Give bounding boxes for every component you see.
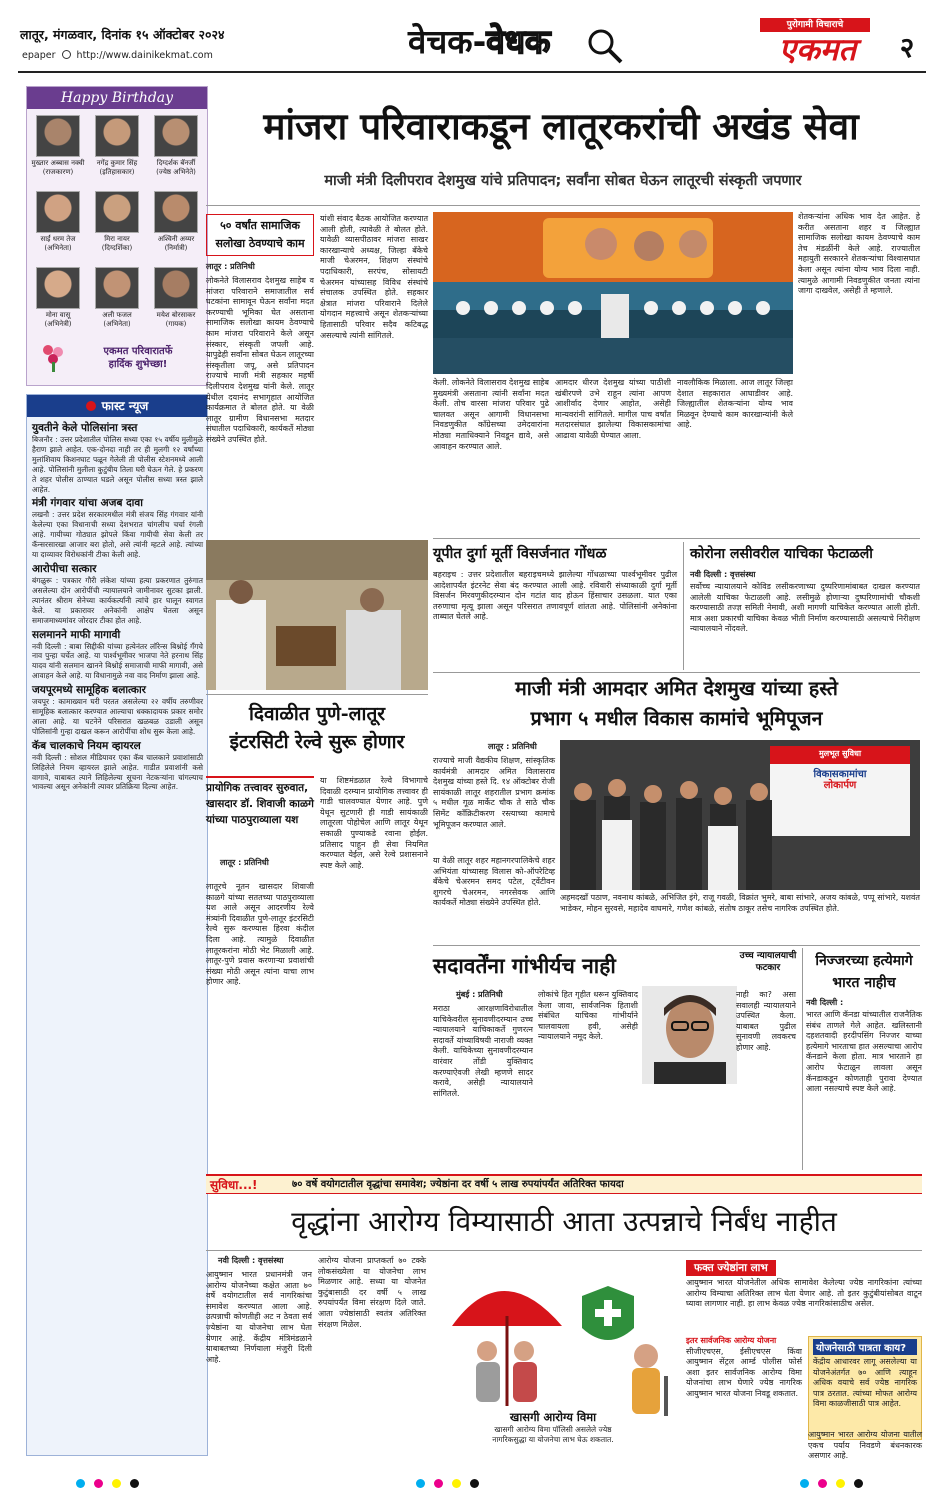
nijjar-body: भारत आणि कॅनडा यांच्यातील राजनैतिक संबंध ताणले गेले आहेत. खलिस्तानी दहशतवादी हरदीपसिंग निज्जर याच्या हत्येमागे भारताचा हात असल्याचा आरोप कॅनडाने केला होता. मात्र भारताने हा आरोप फेटाळून लावला असून कॅनडाकडून कोणताही पुरावा देण्यात आला नसल्याचे स्पष्ट केले आहे. [806,1010,922,1094]
birthday-wish-line1: एकमत परिवारातर्फे [103,346,173,357]
fast-news-title: युवतीने केले पोलिसांना त्रस्त [32,422,138,434]
lead-subhead-rule [206,205,920,206]
registration-dot-magenta [434,1479,443,1488]
registration-dot-magenta [818,1479,827,1488]
fast-news-body: जयपूर : कामाख्यान घरी परतत असलेल्या २२ वर्षीय तरुणीवर सामूहिक बलात्कार करण्यात आल्याचा धक्कादायक प्रकार समोर आला आहे. या घटनेने परिसरात खळबळ उडाली असून पोलिसांनी गुन्हा दाखल करून आरोपींचा शोध सुरू केला आहे. [32,697,203,736]
birthday-person-role: (इतिहासकार) [99,167,135,176]
sadavarte-headline: सदावर्तेंना गांभीर्यच नाही [433,953,616,978]
fast-news-body: लखनौ : उत्तर प्रदेश सरकारमधील मंत्री संजय सिंह गंगवार यांनी केलेल्या एका विधानाची सध्या देशभरात चांगलीच चर्चा रंगली आहे. गायीच्या गोठ्यात झोपले किंवा गायीची सेवा केली तर कॅन्सरसारखा आजार बरा होतो, असे त्यांनी म्हटले आहे. त्यांच्या या दाव्यावर विरोधकांनी टीका केली आहे. [32,510,203,560]
birthday-person [88,115,146,176]
intercity-col1: लातूरचे नूतन खासदार शिवाजी काळगे यांच्या सततच्या पाठपुराव्याला यश आले असून आदरणीय रेल्वे मंत्र्यांनी दिवाळीत पुणे-लातूर इंटरसिटी रेल्वे सुरू करण्यास हिरवा कंदील दिला आहे. त्यामुळे दिवाळीत लातूरकरांना मोठी भेट मिळाली आहे. लातूर-पुणे प्रवास करणाऱ्या प्रवाशांची संख्या मोठी असून त्यांना याचा लाभ होणार आहे. [206,882,314,987]
birthday-person-role: (ज्येष्ठ अभिनेते) [156,167,196,176]
lead-col6: शेतकऱ्यांना अधिक भाव देत आहेत. हे करीत असताना शहर व जिल्ह्यात सामाजिक सलोखा कायम ठेवण्याचे काम तेच मंडळींनी केले आहे. राज्यातील महायुती सरकारने शेतकऱ्यांचा विश्वासघात केला असून त्यांना योग्य भाव दिला नाही. त्यामुळे आगामी निवडणुकीत जनता त्यांना जागा दाखवेल, असेही ते म्हणाले. [798,212,920,296]
health-headline: वृद्धांना आरोग्य विम्यासाठी आता उत्पन्नाचे निर्बंध नाहीत [291,1205,837,1238]
globe-icon [62,50,71,59]
amit-banner-line1: मुलभूत सुविधा [818,749,862,758]
birthday-person-name: अश्विनी अय्यर [157,235,195,243]
person-photo [95,267,139,309]
person-photo [36,115,80,157]
lead-box-title: ५० वर्षांत सामाजिक सलोखा ठेवण्याचे काम [206,214,314,256]
fast-news-heading-text: फास्ट न्यूज [101,399,149,413]
fast-news-title: आरोपीचा सत्कार [32,562,97,575]
birthday-person [88,191,146,252]
corona-byline: नवी दिल्ली : वृत्तसंस्था [690,570,756,579]
durga-headline: यूपीत दुर्गा मूर्ती विसर्जनात गोंधळ [433,545,607,562]
health-private-body: खासगी आरोग्य विमा पॉलिसी असलेले ज्येष्ठ नागरिकसुद्धा या योजनेचा लाभ घेऊ शकतात. [492,1425,614,1444]
amit-banner-line3: लोकार्पण [823,780,857,791]
health-elig-head: योजनेसाठी पात्रता काय? [813,1339,917,1355]
amit-headline [433,674,920,734]
registration-dot-cyan [800,1479,809,1488]
lead-col1: लोकनेते विलासराव देशमुख साहेब व मांजरा परिवाराने समाजातील सर्व घटकांना सामावून घेऊन सर्वांना मदत करण्याची भूमिका घेत असताना सामाजिक सलोखा कायम ठेवण्याचे काम मांजरा परिवाराने केले असून संस्कार, संस्कृती जपली आहे. यापुढेही सर्वांना सोबत घेऊन लातूरच्या संस्कृतीला जपू, असे प्रतिपादन राज्याचे माजी मंत्री सहकार महर्षी दिलीपराव देशमुख यांनी केले. लातूर येथील दयानंद सभागृहात आयोजित कार्यक्रमात ते बोलत होते. या वेळी लातूर ग्रामीण विधानसभा मतदार संघातील पदाधिकारी, कार्यकर्ते मोठ्या संख्येने उपस्थित होते. [206,276,314,444]
nijjar-headline: निज्जरच्या हत्येमागे भारत नाहीच [815,953,913,991]
sadavarte-byline: मुंबई : प्रतिनिधी [456,990,503,999]
fast-news-title: सलमानने माफी मागावी [32,628,121,641]
birthday-person [88,267,146,328]
intercity-col2: या शिष्टमंडळात रेल्वे विभागाचे दिवाळी दरम्यान प्रायोगिक तत्त्वावर ही गाडी चालवण्यात येणार आहे. पुणे येथून सुटणारी ही गाडी सायंकाळी लातूरला पोहोचेल आणि लातूर येथून सकाळी पुण्याकडे रवाना होईल. प्रतिसाद पाहून ही सेवा नियमित करण्यात येईल, असे रेल्वे प्रशासनाने स्पष्ट केले आहे. [320,776,428,870]
tagline: पुरोगामी विचाराचे [760,18,870,32]
registration-dot-cyan [76,1479,85,1488]
birthday-person-role: (राजकारण) [42,167,74,176]
birthday-person-role: (गायक) [165,319,187,328]
birthday-person-name: दिग्दर्शक बॅनर्जी [156,159,196,167]
birthday-wish [73,345,203,371]
fast-news-body: बिजनौर : उत्तर प्रदेशातील पोलिस सध्या एका १५ वर्षीय मुलीमुळे हैराण झाले आहेत. एक-दोनदा नाही तर ही मुलगी १२ वर्षांच्या मुलांशिवाय किशनघाट पळून गेलेली ती पोलीस स्टेशनमध्ये आली आहे. पोलिसांनी मुलीला कुटुंबीय तिला घरी घेऊन गेले. हे प्रकरण ते शहर पोलीस ठाण्यात घडले असून पोलीस सध्या त्रस्त झाले आहेत. [32,435,203,494]
amit-photo [560,740,920,890]
birthday-person-name: मिरा नायर [104,235,130,243]
birthday-person-role: (अभिनेता) [103,319,131,328]
lead-bottom-rule [433,538,920,539]
intercity-top-rule [206,694,428,695]
sadavarte-top-rule [433,945,920,946]
health-elig-body: केंद्रीय आधारवर लागू असलेल्या या योजनेअंतर्गत ७० आणि त्याहून अधिक वयाचे सर्व ज्येष्ठ नागरिक पात्र ठरतात. त्यांच्या मोफत आरोग्य विमा काळजीसाठी पात्र आहेत. [813,1357,917,1409]
birthday-box [26,86,208,386]
registration-dot-cyan [416,1479,425,1488]
amit-banner-line2: विकासकामांचा [813,769,867,780]
birthday-person-name: मोना वासू [45,311,71,319]
health-col1: आयुष्मान भारत प्रधानमंत्री जन आरोग्य योजनेच्या कक्षेत आता ७० वर्षे वयोगटातील सर्व नागरिकांचा समावेश करण्यात आला आहे. उत्पन्नाची कोणतीही अट न ठेवता सर्व ज्येष्ठांना या योजनेचा लाभ घेता येणार आहे. केंद्रीय मंत्रिमंडळाने याबाबतच्या निर्णयाला मंजुरी दिली आहे. [206,1270,312,1364]
health-col2: आरोग्य योजना प्राप्तकर्ता ७० टक्के लोकसंख्येला या योजनेचा लाभ मिळणार आहे. सध्या या योजनेत कुटुंबासाठी दर वर्षी ५ लाख रुपयांपर्यंत विमा संरक्षण दिले जाते. आता ज्येष्ठांसाठी स्वतंत्र अतिरिक्त संरक्षण मिळेल. [318,1256,426,1329]
health-other-body [686,1336,802,1440]
sadavarte-col2: लोकांचे हित गृहीत धरून युक्तिवाद केला जावा, सार्वजनिक हिताशी संबंधित याचिका गांभीर्याने चालवायला हवी, असेही न्यायालयाने नमूद केले. [538,990,638,1042]
health-private-box [478,1410,628,1458]
lead-col2: यांशी संवाद बैठक आयोजित करण्यात आली होती, त्यावेळी ते बोलत होते. यावेळी व्यासपीठावर मांजरा साखर कारखान्याचे अध्यक्ष, जिल्हा बँकेचे माजी चेअरमन, शिक्षण संस्थांचे पदाधिकारी, सरपंच, सोसायटी चेअरमन यांच्यासह विविध संस्थांचे संचालक उपस्थित होते. सहकार क्षेत्रात मांजरा परिवाराने दिलेले योगदान महत्त्वाचे असून शेतकऱ्यांच्या हितासाठी परिवार सदैव कटिबद्ध असल्याचे त्यांनी सांगितले. [320,214,428,340]
health-seniors-head: फक्त ज्येष्ठांना लाभ [686,1260,776,1276]
corona-headline: कोरोना लसीवरील याचिका फेटाळली [690,546,873,562]
fast-news-body: बंगळुरू : पत्रकार गौरी लंकेश यांच्या हत्या प्रकरणात तुरुंगात असलेल्या दोन आरोपींची न्यायालयाने जामीनावर सुटका झाली. त्यानंतर श्रीराम सेनेच्या कार्यकर्त्यांनी त्यांचे हार घालून स्वागत केले. या प्रकारावर अनेकांनी आक्षेप घेतला असून समाजमाध्यमांवर जोरदार टीका होत आहे. [32,575,203,625]
person-photo [36,267,80,309]
person-photo [95,115,139,157]
fast-news-title: कॅब चालकाचे नियम व्हायरल [32,739,141,752]
epaper-label [22,50,322,61]
lead-col4: आमदार धीरज देशमुख यांच्या पाठीशी खंबीरपणे उभे राहून त्यांना आपण आशीर्वाद देणार आहोत, असेही मान्यवरांनी सांगितले. मागील पाच वर्षांत मतदारसंघात झालेल्या विकासकामांचा आढावा यावेळी घेण्यात आला. [555,378,671,440]
fast-news-body: नवी दिल्ली : सोशल मीडियावर एका कॅब चालकाने प्रवाशांसाठी लिहिलेले नियम व्हायरल झाले आहेत. गाडीत प्रवाशांनी कसे वागावे, याबाबत त्याने लिहिलेल्या सूचना नेटकऱ्यांना चांगल्याच भावल्या असून अनेकांनी त्यावर प्रतिक्रिया दिल्या आहेत. [32,752,203,792]
nijjar-divider [802,948,803,1170]
person-photo [95,191,139,233]
epaper-text: epaper [22,50,56,61]
health-other-head: इतर सार्वजनिक आरोग्य योजना [686,1336,777,1345]
lead-col5: नावलौकिक मिळाला. आज लातूर जिल्हा देशात सहकारात आघाडीवर आहे. जिल्ह्यातील शेतकऱ्यांना योग्य भाव मिळवून देण्याचे काम कारखान्यांनी केले आहे. [677,378,793,430]
amit-col1: राज्याचे माजी वैद्यकीय शिक्षण, सांस्कृतिक कार्यमंत्री आमदार अमित विलासराव देशमुख यांच्या हस्ते दि. १४ ऑक्टोबर रोजी सायंकाळी लातूर शहरातील प्रभाग क्रमांक ५ मधील गूळ मार्केट चौक ते साठे चौक सिमेंट काँक्रिटीकरण रस्त्याच्या कामाचे भूमिपूजन करण्यात आले. [433,756,555,829]
birthday-person [29,191,87,252]
birthday-person [147,191,205,252]
intercity-byline: लातूर : प्रतिनिधी [220,858,269,867]
lead-subhead: माजी मंत्री दिलीपराव देशमुख यांचे प्रतिपादन; सर्वांना सोबत घेऊन लातूरची संस्कृती जपणार [324,173,802,189]
birthday-person-role: (अभिनेता) [44,243,72,252]
sadavarte-portrait [642,986,737,1084]
nijjar-byline: नवी दिल्ली : [806,998,844,1007]
fast-news-title: जयपूरमध्ये सामूहिक बलात्कार [32,684,146,697]
bouquet-icon [39,343,69,373]
lead-photo-2 [206,540,428,690]
birthday-heading: Happy Birthday [27,87,207,109]
amit-banner-text [774,748,906,791]
section-title-a: वेचक- [408,22,487,61]
lead-byline: लातूर : प्रतिनिधी [206,262,255,271]
fast-news-body: नवी दिल्ली : बाबा सिद्दीकी यांच्या हत्येनंतर लॉरेन्स बिश्नोई गँगचे नाव पुन्हा चर्चेत आहे. या पार्श्वभूमीवर भाजपा नेते हरनाथ सिंह यादव यांनी सलमान खानने बिश्नोई समाजाची माफी मागावी, असे आवाहन केले आहे. या विधानामुळे नवा वाद निर्माण झाला आहे. [32,641,203,681]
health-byline: नवी दिल्ली : वृत्तसंस्था [218,1256,284,1265]
health-strip-text: ७० वर्षे वयोगटातील वृद्धांचा समावेश; ज्येष्ठांना दर वर्षी ५ लाख रुपयांपर्यंत अतिरिक्त फायदा [292,1179,624,1190]
health-elig-box [808,1336,922,1440]
page-number: २ [899,31,915,64]
birthday-person [147,267,205,328]
fast-news-bullet-icon [86,401,96,411]
intercity-headline-line1: दिवाळीत पुणे-लातूर [248,703,386,725]
health-headline-rule [206,1250,922,1251]
amit-caption: अहमदखाँ पठाण, नवनाथ कांबळे, अभिजित इंगे, राजू गवळी, विक्रांत भुमरे, बाबा सांभारे, अजय कांबळे, पप्पू सांभारे, यशवंत भाडेकर, मोहन सुरवसे, महादेव वाघमारे, गणेश कांबळे, संतोष ठाकूर तसेच नागरिक उपस्थित होते. [560,893,920,913]
intercity-headline-line2: इंटरसिटी रेल्वे सुरू होणार [229,731,405,753]
health-illustration [432,1256,682,1426]
masthead-divider [18,71,926,73]
fast-news-list [32,419,203,1453]
epaper-url[interactable]: http://www.dainikekmat.com [76,50,213,61]
health-seniors-body: आयुष्मान भारत योजनेतील अधिक सामावेश केलेल्या ज्येष्ठ नागरिकांना त्यांच्या आरोग्य विम्याचा अतिरिक्त लाभ घेता येणार आहे. तो इतर कुटुंबीयांसोबत वाटून घ्यावा लागणार नाही. हा लाभ केवळ ज्येष्ठ नागरिकांसाठीच असेल. [686,1278,922,1309]
person-photo [154,115,198,157]
birthday-person-name: नगेंद्र कुमार सिंह [96,159,138,167]
fast-news-title: मंत्री गंगवार यांचा अजब दावा [32,497,143,510]
registration-dot-black [854,1479,863,1488]
dateline: लातूर, मंगळवार, दिनांक १५ ऑक्टोबर २०२४ [20,27,225,42]
intercity-side-title: प्रायोगिक तत्त्वावर सुरुवात, खासदार डॉ. शिवाजी काळगे यांच्या पाठपुराव्याला यश [206,776,314,846]
birthday-person-role: (अभिनेत्री) [44,319,72,328]
health-other-text: सीजीएचएस, ईसीएचएस किंवा आयुष्मान सेंट्रल आर्म्ड पोलीस फोर्स अशा इतर सार्वजनिक आरोग्य विमा योजनांचा लाभ घेणारे ज्येष्ठ नागरिक आयुष्मान भारत योजना निवडू शकतात. [686,1346,802,1398]
birthday-person [29,115,87,176]
section-title-b: वेधक [486,22,551,61]
health-seniors-box [686,1256,922,1450]
health-private-head: खासगी आरोग्य विमा [509,1410,597,1424]
birthday-person-role: (निर्मात्री) [164,243,188,252]
corona-divider [683,542,684,670]
registration-dot-black [470,1479,479,1488]
person-photo [154,191,198,233]
health-strip-label: सुविधा...! [210,1178,258,1192]
lead-col3: केली. लोकनेते विलासराव देशमुख साहेब मुख्यमंत्री असताना त्यांनी सर्वांना मदत केली. तोच वारसा मांजरा परिवार पुढे चालवत असून आगामी विधानसभा निवडणुकीत काँग्रेसच्या उमेदवारांना मोठ्या मताधिक्याने निवडून द्यावे, असे आवाहन करण्यात आले. [433,378,549,451]
birthday-wish-line2: हार्दिक शुभेच्छा! [108,359,168,370]
birthday-person-name: मुख्तार अब्बास नक्वी [31,159,85,167]
registration-dot-yellow [112,1479,121,1488]
amit-top-rule [433,672,920,673]
magnifier-icon [585,26,625,66]
registration-dot-yellow [452,1479,461,1488]
person-photo [154,267,198,309]
registration-dot-magenta [94,1479,103,1488]
durga-body: बहराइच : उत्तर प्रदेशातील बहराइचमध्ये झालेल्या गोंधळाच्या पार्श्वभूमीवर पुढील आदेशापर्यंत इंटरनेट सेवा बंद करण्यात आली आहे. रविवारी संध्याकाळी दुर्गा मूर्ती विसर्जन मिरवणुकीदरम्यान दोन गटांत वाद होऊन हिंसाचार उसळला. यात एका तरुणाचा मृत्यू झाला असून परिसरात तणावपूर्ण शांतता आहे. पोलिसांनी अनेकांना ताब्यात घेतले आहे. [433,570,677,622]
birthday-person-name: मयेश बोरसाकर [156,311,196,319]
sadavarte-col3: नाही का? असा सवालही न्यायालयाने उपस्थित केला. याबाबत पुढील सुनावणी लवकरच होणार आहे. [736,990,796,1052]
section-title [408,18,608,66]
birthday-person-role: (दिग्दर्शिका) [101,243,133,252]
fast-news [26,394,208,1456]
health-bottom-note: आयुष्मान भारत आरोग्य योजना यातील एकच पर्याय निवडणे बंधनकारक असणार आहे. [808,1430,922,1461]
registration-dot-yellow [836,1479,845,1488]
amit-headline-line1: माजी मंत्री आमदार अमित देशमुख यांच्या हस्ते [515,677,838,700]
birthday-person [29,267,87,328]
amit-headline-line2: प्रभाग ५ मधील विकास कामांचे भूमिपूजन [530,707,823,730]
lead-photo [433,212,793,374]
fast-news-heading [27,395,207,417]
amit-byline: लातूर : प्रतिनिधी [488,742,537,751]
masthead [0,0,945,78]
paper-name-logo: एकमत [778,32,857,68]
person-photo [36,191,80,233]
lead-headline: मांजरा परिवाराकडून लातूरकरांची अखंड सेवा [263,104,859,148]
registration-dot-black [130,1479,139,1488]
corona-body: सर्वोच्च न्यायालयाने कोविड लसीकरणाच्या दुष्परिणामांबाबत दाखल करण्यात आलेली याचिका फेटाळली आहे. लसीमुळे होणाऱ्या दुष्परिणामांची चौकशी करण्यासाठी तज्ज्ञ समिती नेमावी, अशी मागणी याचिकेत करण्यात आली होती. मात्र अशा प्रकारची याचिका केवळ भीती निर्माण करण्यासाठी असल्याचे निरीक्षण न्यायालयाने नोंदवले. [690,582,920,634]
intercity-headline [206,700,428,756]
birthday-person-name: अली फजल [102,311,132,319]
birthday-person-name: साईं धरम तेज [40,235,76,243]
health-strip [206,1174,922,1194]
amit-col2: या वेळी लातूर शहर महानगरपालिकेचे शहर अभियंता यांच्यासह विलास को-ऑपरेटिव्ह बँकेचे चेअरमन समद पटेल, ट्वेंटीवन शुगरचे चेअरमन, नगरसेवक आणि कार्यकर्ते मोठ्या संख्येने उपस्थित होते. [433,856,555,908]
sadavarte-side-title: उच्च न्यायालयाची फटकार [739,951,797,973]
sadavarte-col1: मराठा आरक्षणाविरोधातील याचिकेवरील सुनावणीदरम्यान उच्च न्यायालयाने याचिकाकर्ते गुणरत्न सदावर्ते यांच्याविषयी नाराजी व्यक्त केली. याचिकेच्या सुनावणीदरम्यान वारंवार तोंडी युक्तिवाद करण्याऐवजी लेखी म्हणणे सादर करावे, असेही न्यायालयाने सांगितले. [433,1004,533,1098]
